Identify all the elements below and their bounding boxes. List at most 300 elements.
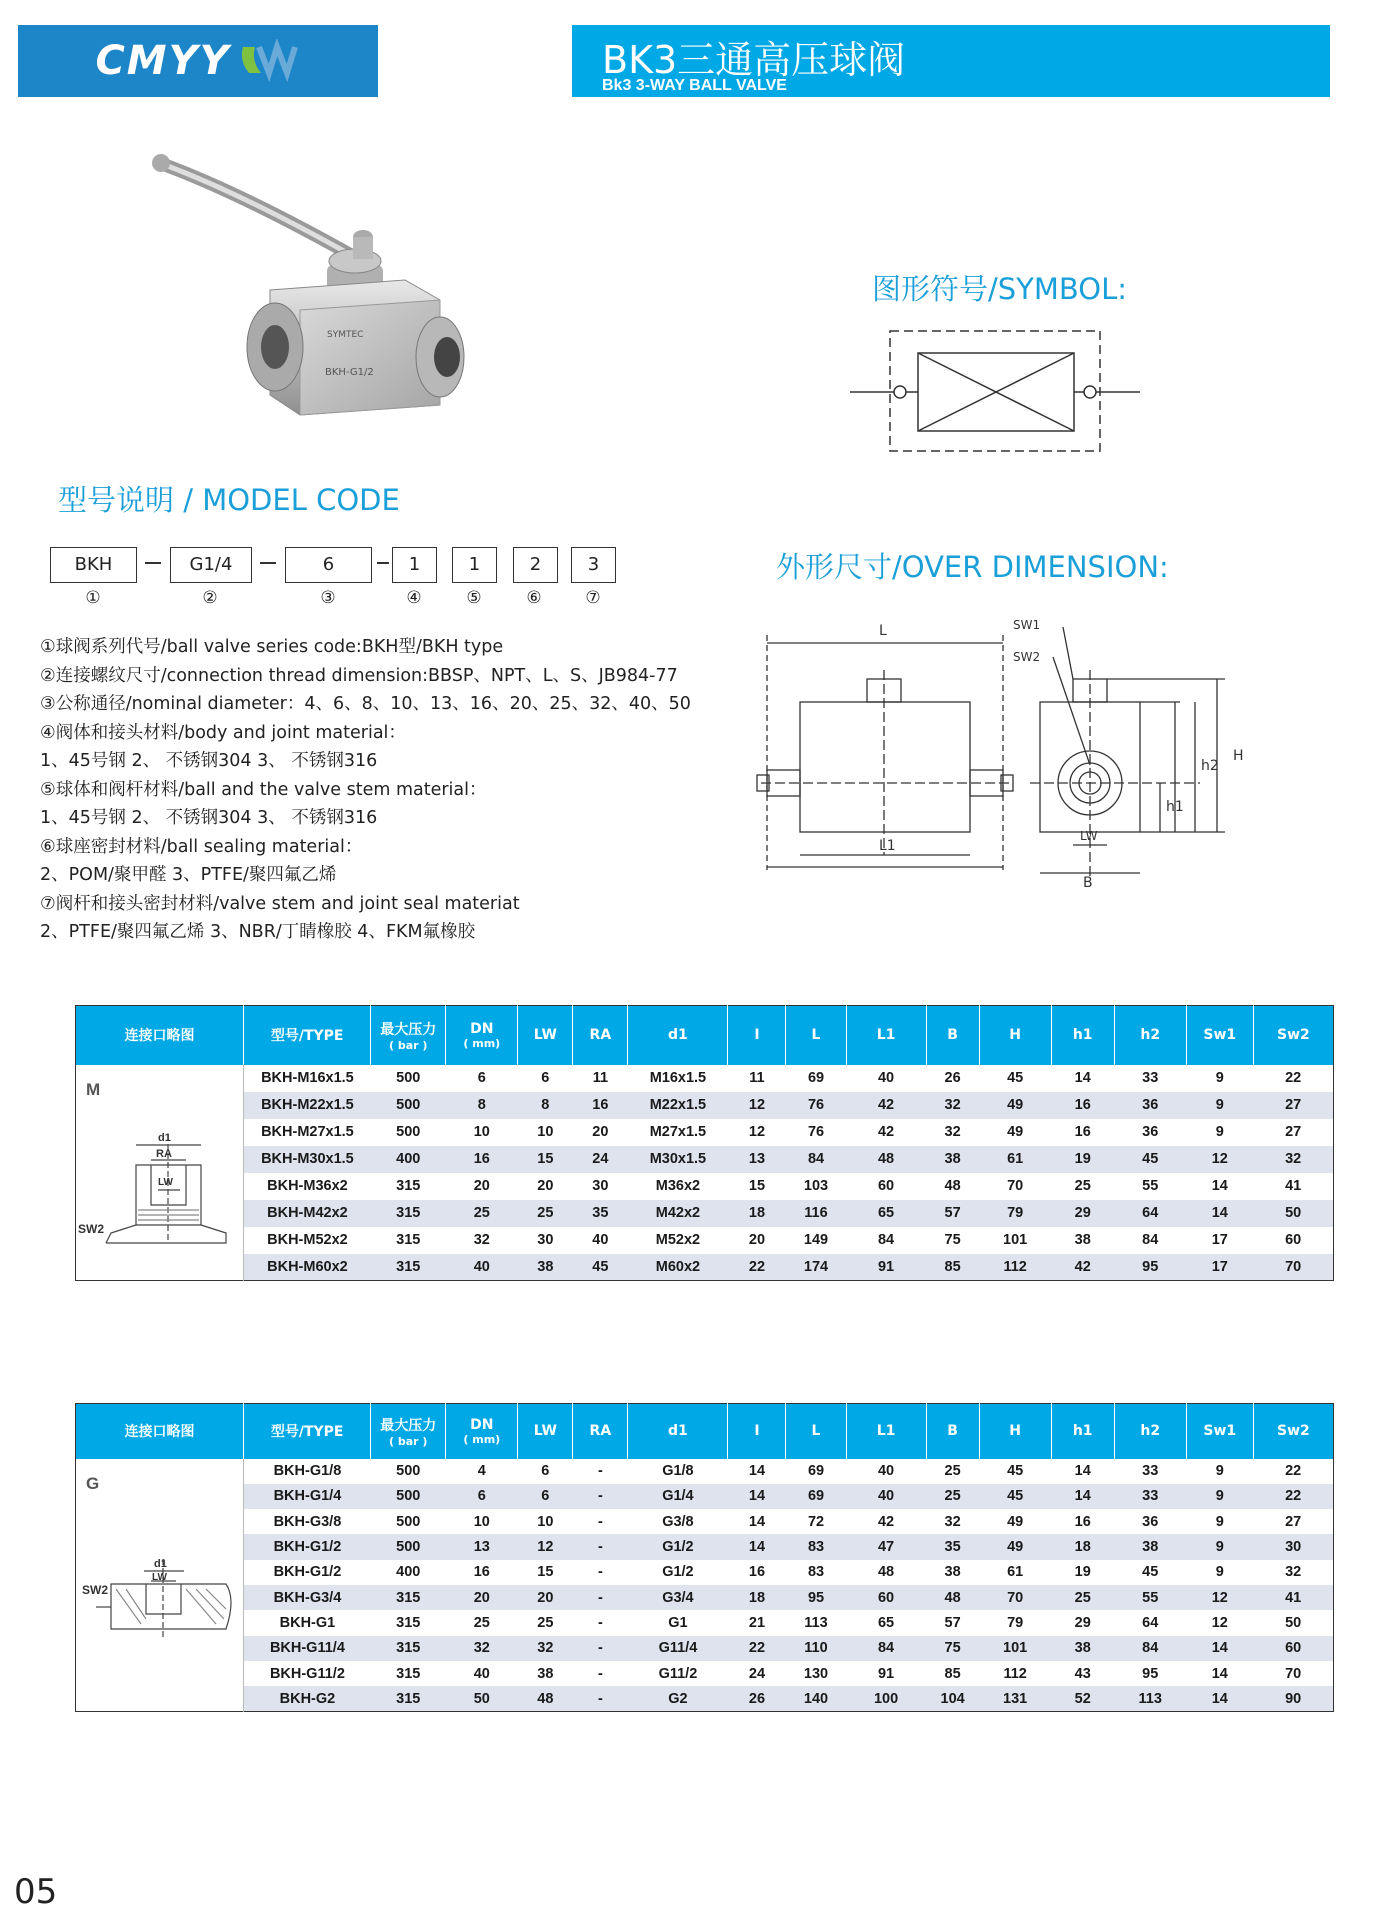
value-cell: 131 bbox=[979, 1686, 1051, 1711]
table-row bbox=[76, 1227, 1334, 1254]
col-header-dn-unit: ( mm) bbox=[463, 1036, 501, 1050]
logo-text: CMYY bbox=[95, 38, 231, 84]
table-row bbox=[76, 1092, 1334, 1119]
value-cell: 14 bbox=[1186, 1686, 1253, 1711]
model-code-seal-box: 3 bbox=[571, 547, 616, 583]
value-cell: 149 bbox=[803, 1232, 829, 1248]
value-cell: 70 bbox=[1253, 1254, 1333, 1281]
value-cell: 69 bbox=[807, 1070, 825, 1086]
value-cell: 65 bbox=[846, 1200, 926, 1227]
value-cell: 70 bbox=[1007, 1178, 1024, 1194]
type-cell: BKH-M22x1.5 bbox=[244, 1092, 371, 1119]
spec-table-m bbox=[75, 1005, 1334, 1281]
value-cell: - bbox=[573, 1585, 628, 1610]
value-cell: 500 bbox=[371, 1092, 446, 1119]
value-cell: 17 bbox=[1211, 1232, 1228, 1248]
desc-line: 1、45号钢 2、 不锈钢304 3、 不锈钢316 bbox=[40, 751, 378, 771]
table-row bbox=[76, 1254, 1334, 1281]
model-code-index: ⑥ bbox=[526, 588, 542, 608]
type-cell: BKH-G3/4 bbox=[244, 1585, 371, 1610]
model-code-index: ④ bbox=[406, 588, 422, 608]
col-header-i bbox=[728, 1006, 786, 1065]
value-cell: 33 bbox=[1142, 1463, 1159, 1480]
value-cell: 25 bbox=[926, 1484, 979, 1509]
dim-label-B: B bbox=[1083, 875, 1093, 890]
value-cell: 16 bbox=[573, 1092, 628, 1119]
value-cell: 69 bbox=[807, 1463, 825, 1480]
type-cell: BKH-M52x2 bbox=[267, 1232, 348, 1248]
value-cell: 40 bbox=[473, 1665, 490, 1682]
col-header-h2-text: h2 bbox=[1140, 1027, 1161, 1044]
value-cell: 9 bbox=[1186, 1534, 1253, 1559]
value-cell: 22 bbox=[728, 1636, 786, 1661]
type-cell: BKH-G1/4 bbox=[244, 1484, 371, 1509]
value-cell: 30 bbox=[1253, 1534, 1333, 1559]
value-cell: 95 bbox=[1114, 1254, 1186, 1281]
value-cell: 72 bbox=[807, 1513, 825, 1530]
table-row bbox=[76, 1119, 1334, 1146]
desc-line: ④阀体和接头材料/body and joint material： bbox=[40, 722, 406, 743]
table-row bbox=[76, 1585, 1334, 1610]
table-row bbox=[76, 1146, 1334, 1173]
desc-line: 1、45号钢 2、 不锈钢304 3、 不锈钢316 bbox=[40, 808, 378, 828]
col-header-ra bbox=[573, 1404, 628, 1459]
col-header-type bbox=[244, 1404, 371, 1459]
value-cell: 49 bbox=[979, 1092, 1051, 1119]
col-header-d1 bbox=[628, 1404, 728, 1459]
desc-line: ①球阀系列代号/ball valve series code:BKH型/BKH type bbox=[40, 637, 504, 657]
valve-symbol bbox=[850, 325, 1140, 460]
bsp-port-diagram bbox=[76, 1459, 236, 1689]
value-cell: 84 bbox=[877, 1232, 895, 1248]
col-header-dn-text: DN bbox=[470, 1020, 494, 1037]
type-cell: BKH-G1 bbox=[279, 1614, 336, 1631]
value-cell: - bbox=[573, 1686, 628, 1711]
model-code-series-box: BKH bbox=[50, 547, 137, 583]
value-cell: 112 bbox=[979, 1254, 1051, 1281]
value-cell: 500 bbox=[396, 1124, 421, 1140]
value-cell: 20 bbox=[537, 1178, 554, 1194]
value-cell: 18 bbox=[728, 1585, 786, 1610]
col-header-sw2 bbox=[1253, 1404, 1333, 1459]
value-cell: 38 bbox=[1074, 1232, 1091, 1248]
value-cell: 84 bbox=[846, 1636, 926, 1661]
value-cell: 85 bbox=[926, 1254, 979, 1281]
value-cell: 48 bbox=[944, 1178, 961, 1194]
col-header-lw bbox=[518, 1404, 573, 1459]
col-header-b bbox=[926, 1006, 979, 1065]
col-header-l-text: L bbox=[811, 1423, 821, 1440]
type-cell: BKH-G1/2 bbox=[273, 1564, 342, 1581]
value-cell: 32 bbox=[944, 1513, 961, 1530]
value-cell: 48 bbox=[846, 1146, 926, 1173]
value-cell: 20 bbox=[473, 1178, 490, 1194]
symbol-title: 图形符号/SYMBOL: bbox=[872, 272, 1128, 306]
value-cell: 12 bbox=[1211, 1614, 1228, 1631]
value-cell: 13 bbox=[446, 1534, 518, 1559]
col-header-lw bbox=[518, 1006, 573, 1065]
logo-mark-icon bbox=[237, 39, 301, 83]
value-cell: 16 bbox=[1074, 1124, 1091, 1140]
col-header-h1 bbox=[1051, 1006, 1114, 1065]
value-cell: 48 bbox=[926, 1585, 979, 1610]
value-cell: 500 bbox=[371, 1484, 446, 1509]
value-cell: 10 bbox=[473, 1513, 490, 1530]
value-cell: 18 bbox=[1051, 1534, 1114, 1559]
value-cell: 45 bbox=[1007, 1070, 1024, 1086]
value-cell: 36 bbox=[1142, 1513, 1159, 1530]
col-header-l bbox=[786, 1006, 846, 1065]
value-cell: 49 bbox=[1007, 1513, 1024, 1530]
col-header-h2 bbox=[1114, 1404, 1186, 1459]
value-cell: 79 bbox=[979, 1200, 1051, 1227]
col-header-pressure-unit: ( bar ) bbox=[389, 1434, 428, 1448]
value-cell: 84 bbox=[1114, 1636, 1186, 1661]
value-cell: 38 bbox=[926, 1146, 979, 1173]
table-row bbox=[76, 1560, 1334, 1585]
col-header-pressure-text: 最大压力 bbox=[380, 1021, 437, 1038]
value-cell: 9 bbox=[1215, 1124, 1224, 1140]
col-header-l1 bbox=[846, 1006, 926, 1065]
value-cell: 9 bbox=[1215, 1564, 1224, 1581]
value-cell: 14 bbox=[1074, 1070, 1091, 1086]
value-cell: 45 bbox=[1114, 1146, 1186, 1173]
dim-label-L: L bbox=[879, 623, 887, 639]
value-cell: 9 bbox=[1215, 1070, 1224, 1086]
value-cell: 315 bbox=[396, 1178, 421, 1194]
value-cell: 90 bbox=[1253, 1686, 1333, 1711]
model-code-description bbox=[40, 633, 740, 947]
value-cell: - bbox=[573, 1534, 628, 1559]
col-header-dn-unit: ( mm) bbox=[463, 1432, 501, 1446]
value-cell: 75 bbox=[926, 1636, 979, 1661]
value-cell: 22 bbox=[728, 1254, 786, 1281]
col-header-diagram bbox=[76, 1006, 244, 1065]
value-cell: 32 bbox=[944, 1124, 961, 1140]
table-row bbox=[76, 1065, 1334, 1092]
value-cell: 50 bbox=[1285, 1614, 1302, 1631]
col-header-h-text: H bbox=[1009, 1423, 1021, 1440]
type-cell: BKH-G11/4 bbox=[244, 1636, 371, 1661]
page-subtitle: Bk3 3-WAY BALL VALVE bbox=[602, 77, 787, 94]
value-cell: 42 bbox=[1051, 1254, 1114, 1281]
value-cell: 112 bbox=[1003, 1665, 1027, 1682]
value-cell: 75 bbox=[944, 1232, 961, 1248]
model-code-index: ⑦ bbox=[585, 588, 601, 608]
value-cell: 315 bbox=[371, 1200, 446, 1227]
diagram-label-ra: RA bbox=[156, 1147, 172, 1160]
col-header-dn bbox=[446, 1404, 518, 1459]
desc-line: ③公称通径/nominal diameter：4、6、8、10、13、16、20、25、32、40、50 bbox=[40, 694, 691, 714]
value-cell: 69 bbox=[786, 1484, 846, 1509]
value-cell: 91 bbox=[877, 1665, 895, 1682]
value-cell: 38 bbox=[518, 1254, 573, 1281]
value-cell: M52x2 bbox=[655, 1232, 701, 1248]
value-cell: G1/2 bbox=[628, 1534, 728, 1559]
diagram-label-sw2: SW2 bbox=[78, 1221, 105, 1236]
dim-label-SW2: SW2 bbox=[1013, 650, 1041, 664]
col-header-h1-text: h1 bbox=[1072, 1027, 1093, 1044]
value-cell: 57 bbox=[944, 1614, 961, 1631]
value-cell: 14 bbox=[748, 1463, 766, 1480]
value-cell: 41 bbox=[1285, 1178, 1302, 1194]
value-cell: 100 bbox=[846, 1686, 926, 1711]
value-cell: G1/8 bbox=[662, 1463, 694, 1480]
value-cell: 400 bbox=[371, 1146, 446, 1173]
col-header-sw2-text: Sw2 bbox=[1277, 1027, 1310, 1044]
value-cell: 43 bbox=[1074, 1665, 1091, 1682]
value-cell: 30 bbox=[592, 1178, 609, 1194]
diagram-label-d1: d1 bbox=[154, 1557, 167, 1570]
value-cell: 65 bbox=[877, 1614, 895, 1631]
value-cell: - bbox=[573, 1484, 628, 1509]
value-cell: 55 bbox=[1142, 1178, 1159, 1194]
value-cell: 26 bbox=[944, 1070, 961, 1086]
table-row bbox=[76, 1686, 1334, 1711]
value-cell: 24 bbox=[748, 1665, 766, 1682]
desc-line: 2、POM/聚甲醛 3、PTFE/聚四氟乙烯 bbox=[40, 865, 337, 885]
value-cell: 50 bbox=[1253, 1200, 1333, 1227]
value-cell: 16 bbox=[1051, 1092, 1114, 1119]
col-header-ra bbox=[573, 1006, 628, 1065]
col-header-sw1 bbox=[1186, 1404, 1253, 1459]
value-cell: 30 bbox=[537, 1232, 554, 1248]
value-cell: 13 bbox=[728, 1146, 786, 1173]
col-header-h2-text: h2 bbox=[1140, 1423, 1161, 1440]
value-cell: 61 bbox=[1007, 1564, 1024, 1581]
type-cell: BKH-G3/8 bbox=[273, 1513, 342, 1530]
value-cell: 20 bbox=[446, 1585, 518, 1610]
col-header-l bbox=[786, 1404, 846, 1459]
value-cell: M16x1.5 bbox=[649, 1070, 707, 1086]
value-cell: 40 bbox=[446, 1254, 518, 1281]
value-cell: 315 bbox=[371, 1636, 446, 1661]
value-cell: 12 bbox=[1186, 1585, 1253, 1610]
value-cell: 19 bbox=[1051, 1146, 1114, 1173]
value-cell: 25 bbox=[944, 1463, 961, 1480]
value-cell: 315 bbox=[371, 1686, 446, 1711]
col-header-pressure bbox=[371, 1006, 446, 1065]
value-cell: 16 bbox=[446, 1146, 518, 1173]
value-cell: 40 bbox=[846, 1484, 926, 1509]
value-cell: 25 bbox=[518, 1200, 573, 1227]
col-header-b-text: B bbox=[947, 1423, 958, 1440]
value-cell: 17 bbox=[1186, 1254, 1253, 1281]
col-header-ra-text: RA bbox=[589, 1027, 612, 1044]
value-cell: 101 bbox=[1003, 1232, 1028, 1248]
value-cell: 14 bbox=[728, 1484, 786, 1509]
type-cell: BKH-M36x2 bbox=[267, 1178, 348, 1194]
model-code-dash bbox=[260, 562, 276, 564]
type-cell: BKH-G11/2 bbox=[269, 1665, 345, 1682]
value-cell: 14 bbox=[728, 1534, 786, 1559]
value-cell: 6 bbox=[518, 1484, 573, 1509]
value-cell: 38 bbox=[1114, 1534, 1186, 1559]
dim-label-h1: h1 bbox=[1166, 799, 1184, 815]
value-cell: 27 bbox=[1285, 1124, 1302, 1140]
value-cell: 10 bbox=[537, 1124, 554, 1140]
desc-line: ②连接螺纹尺寸/connection thread dimension:BBSP、NPT、L、S、JB984-77 bbox=[40, 665, 678, 686]
metric-port-diagram bbox=[76, 1065, 236, 1265]
col-header-h bbox=[979, 1404, 1051, 1459]
value-cell: 79 bbox=[1007, 1614, 1024, 1631]
value-cell: 29 bbox=[1074, 1614, 1091, 1631]
value-cell: 12 bbox=[728, 1092, 786, 1119]
value-cell: 60 bbox=[877, 1178, 895, 1194]
type-cell: BKH-M42x2 bbox=[244, 1200, 371, 1227]
value-cell: G1/2 bbox=[662, 1564, 694, 1581]
col-header-diagram-text: 连接口略图 bbox=[124, 1028, 195, 1045]
value-cell: 6 bbox=[541, 1070, 550, 1086]
table-row bbox=[76, 1200, 1334, 1227]
value-cell: 40 bbox=[877, 1070, 895, 1086]
port-type-label: M bbox=[86, 1079, 101, 1099]
value-cell: M36x2 bbox=[655, 1178, 701, 1194]
value-cell: 83 bbox=[807, 1564, 825, 1581]
col-header-b-text: B bbox=[947, 1027, 958, 1044]
dim-label-h2: h2 bbox=[1201, 758, 1219, 774]
col-header-h1-text: h1 bbox=[1072, 1423, 1093, 1440]
value-cell: 14 bbox=[748, 1513, 766, 1530]
port-diagram-cell bbox=[76, 1065, 244, 1281]
diagram-label-lw: LW bbox=[152, 1571, 167, 1583]
table-header bbox=[76, 1404, 1334, 1459]
table-row bbox=[76, 1636, 1334, 1661]
value-cell: 18 bbox=[728, 1200, 786, 1227]
value-cell: 25 bbox=[537, 1614, 554, 1631]
value-cell: 47 bbox=[846, 1534, 926, 1559]
value-cell: 38 bbox=[1051, 1636, 1114, 1661]
value-cell: G1 bbox=[668, 1614, 688, 1631]
value-cell: 140 bbox=[786, 1686, 846, 1711]
col-header-i bbox=[728, 1404, 786, 1459]
col-header-sw2 bbox=[1253, 1006, 1333, 1065]
model-code-diameter-box: 6 bbox=[285, 547, 372, 583]
value-cell: 64 bbox=[1114, 1200, 1186, 1227]
value-cell: 15 bbox=[748, 1178, 766, 1194]
col-header-sw1 bbox=[1186, 1006, 1253, 1065]
model-code-index: ⑤ bbox=[466, 588, 482, 608]
table-row bbox=[76, 1534, 1334, 1559]
value-cell: 55 bbox=[1114, 1585, 1186, 1610]
col-header-l1 bbox=[846, 1404, 926, 1459]
value-cell: 8 bbox=[518, 1092, 573, 1119]
value-cell: 116 bbox=[786, 1200, 846, 1227]
model-code-body-box: 1 bbox=[392, 547, 437, 583]
value-cell: 25 bbox=[446, 1200, 518, 1227]
value-cell: 52 bbox=[1051, 1686, 1114, 1711]
value-cell: 95 bbox=[786, 1585, 846, 1610]
value-cell: 6 bbox=[477, 1070, 486, 1086]
value-cell: 85 bbox=[944, 1665, 961, 1682]
value-cell: 130 bbox=[803, 1665, 829, 1682]
value-cell: 57 bbox=[926, 1200, 979, 1227]
type-cell: BKH-M27x1.5 bbox=[261, 1124, 354, 1140]
value-cell: 36 bbox=[1142, 1124, 1159, 1140]
value-cell: 11 bbox=[749, 1070, 765, 1086]
dim-label-LW: LW bbox=[1080, 829, 1098, 843]
value-cell: 500 bbox=[396, 1513, 421, 1530]
col-header-d1 bbox=[628, 1006, 728, 1065]
value-cell: 10 bbox=[537, 1513, 554, 1530]
value-cell: 50 bbox=[446, 1686, 518, 1711]
page-title: BK3三通高压球阀 bbox=[602, 38, 906, 82]
value-cell: 12 bbox=[748, 1124, 766, 1140]
col-header-d1-text: d1 bbox=[668, 1027, 688, 1044]
value-cell: 103 bbox=[803, 1178, 829, 1194]
col-header-pressure-unit: ( bar ) bbox=[389, 1038, 428, 1052]
value-cell: 60 bbox=[846, 1585, 926, 1610]
desc-line: 2、PTFE/聚四氟乙烯 3、NBR/丁睛橡胶 4、FKM氟橡胶 bbox=[40, 922, 476, 942]
value-cell: 27 bbox=[1285, 1513, 1302, 1530]
value-cell: 16 bbox=[473, 1564, 490, 1581]
value-cell: 91 bbox=[846, 1254, 926, 1281]
value-cell: G11/2 bbox=[658, 1665, 698, 1682]
value-cell: 29 bbox=[1051, 1200, 1114, 1227]
value-cell: 315 bbox=[396, 1614, 421, 1631]
value-cell: M30x1.5 bbox=[628, 1146, 728, 1173]
desc-line: ⑤球体和阀杆材料/ball and the valve stem material： bbox=[40, 779, 487, 800]
value-cell: 6 bbox=[446, 1484, 518, 1509]
svg-text:SYMTEC: SYMTEC bbox=[327, 330, 364, 340]
col-header-l-text: L bbox=[811, 1027, 821, 1044]
value-cell: 49 bbox=[979, 1534, 1051, 1559]
value-cell: 315 bbox=[396, 1665, 421, 1682]
value-cell: 25 bbox=[473, 1614, 490, 1631]
value-cell: 12 bbox=[1186, 1146, 1253, 1173]
ball-valve-photo bbox=[95, 125, 565, 455]
value-cell: 4 bbox=[477, 1463, 486, 1480]
model-code-dash bbox=[377, 562, 389, 564]
value-cell: 20 bbox=[518, 1585, 573, 1610]
value-cell: 11 bbox=[592, 1070, 609, 1086]
diagram-label-d1: d1 bbox=[158, 1131, 171, 1144]
table-row bbox=[76, 1173, 1334, 1200]
col-header-dn-text: DN bbox=[470, 1416, 494, 1433]
value-cell: 84 bbox=[1142, 1232, 1159, 1248]
value-cell: 9 bbox=[1186, 1484, 1253, 1509]
type-cell: BKH-G2 bbox=[244, 1686, 371, 1711]
col-header-sw2-text: Sw2 bbox=[1277, 1423, 1310, 1440]
value-cell: 42 bbox=[877, 1124, 895, 1140]
value-cell: 25 bbox=[1074, 1178, 1091, 1194]
dim-label-SW1: SW1 bbox=[1013, 618, 1041, 632]
page-number: 05 bbox=[14, 1872, 58, 1912]
diagram-label-sw2: SW2 bbox=[82, 1582, 109, 1597]
value-cell: 64 bbox=[1142, 1614, 1159, 1631]
value-cell: 35 bbox=[926, 1534, 979, 1559]
value-cell: 174 bbox=[786, 1254, 846, 1281]
value-cell: 16 bbox=[748, 1564, 766, 1581]
col-header-sw1-text: Sw1 bbox=[1203, 1027, 1237, 1044]
value-cell: 9 bbox=[1215, 1463, 1224, 1480]
value-cell: 32 bbox=[473, 1232, 490, 1248]
model-code-thread-box: G1/4 bbox=[170, 547, 252, 583]
dim-label-H: H bbox=[1233, 748, 1244, 764]
col-header-h-text: H bbox=[1009, 1027, 1021, 1044]
value-cell: 500 bbox=[396, 1070, 421, 1086]
value-cell: 16 bbox=[1074, 1513, 1091, 1530]
value-cell: M60x2 bbox=[628, 1254, 728, 1281]
col-header-l1-text: L1 bbox=[876, 1027, 896, 1044]
value-cell: G1/4 bbox=[628, 1484, 728, 1509]
value-cell: - bbox=[597, 1463, 603, 1480]
value-cell: 9 bbox=[1186, 1092, 1253, 1119]
value-cell: 45 bbox=[573, 1254, 628, 1281]
value-cell: 14 bbox=[1186, 1636, 1253, 1661]
col-header-lw-text: LW bbox=[533, 1423, 557, 1440]
model-code-seat-box: 2 bbox=[513, 547, 558, 583]
